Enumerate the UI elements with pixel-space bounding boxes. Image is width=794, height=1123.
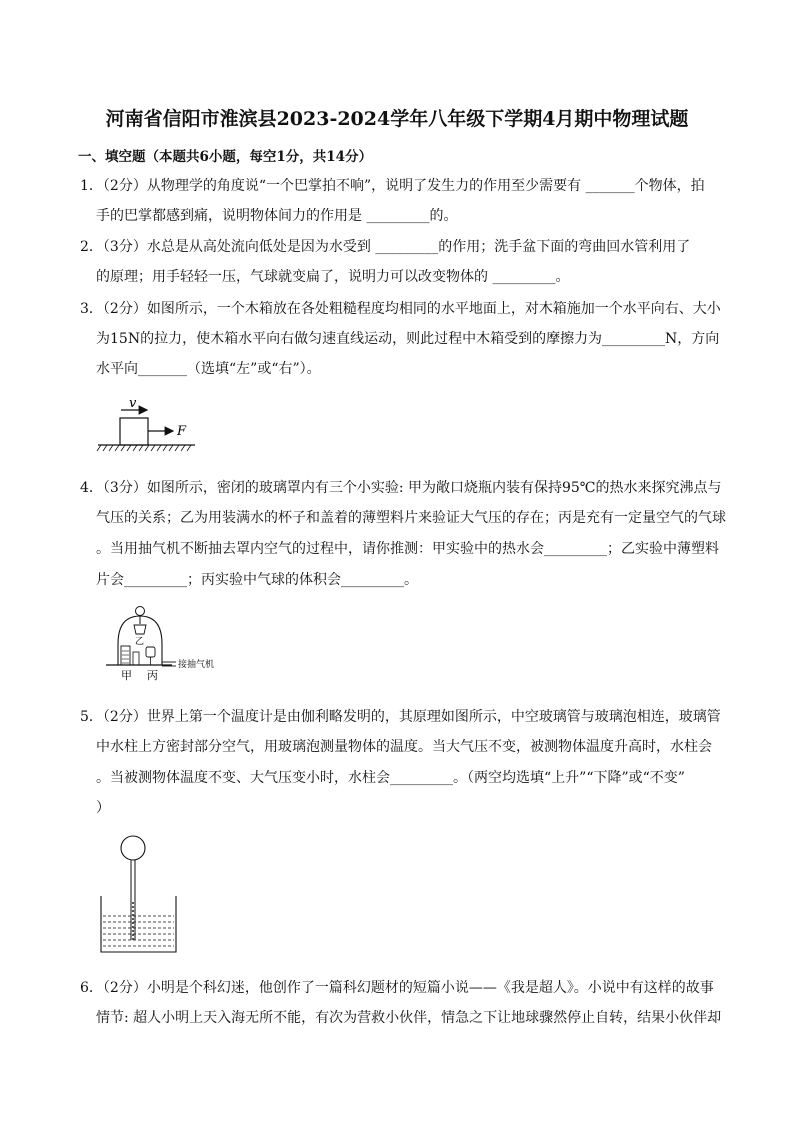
q6-line-1: 6．（2分）小明是个科幻迷，他创作了一篇科幻题材的短篇小说——《我是超人》。小说中有这样的故事 bbox=[80, 980, 714, 996]
q3-force-label: F bbox=[177, 424, 187, 439]
q4-label-jia: 甲 bbox=[121, 669, 132, 682]
q6-line-2: 情节: 超人小明上天入海无所不能，有次为营救小伙伴，情急之下让地球骤然停止自转，结果小伙伴却 bbox=[96, 1010, 722, 1026]
q5-line-2: 中水柱上方密封部分空气，用玻璃泡测量物体的温度。当大气压不变，被测物体温度升高时，水柱会 bbox=[96, 739, 712, 755]
q5-line-3: 。当被测物体温度不变、大气压变小时，水柱会_________。（两空均选填“上升”“下降”或“不变” bbox=[96, 770, 685, 786]
q3-line-2: 为15N的拉力，使木箱水平向右做匀速直线运动，则此过程中木箱受到的摩擦力为_________N，方向 bbox=[96, 331, 720, 347]
q3-box-figure bbox=[95, 393, 205, 457]
q5-glass-bulb bbox=[121, 836, 145, 860]
q3-velocity-label: v bbox=[129, 396, 137, 411]
section-heading-fill-blank: 一、填空题（本题共6小题，每空1分，共14分） bbox=[78, 149, 373, 165]
q5-thermometer-figure bbox=[96, 832, 186, 957]
q4-line-2: 气压的关系；乙为用装满水的杯子和盖着的薄塑料片来验证大气压的存在；丙是充有一定量空气的气球 bbox=[96, 510, 726, 526]
q2-line-1: 2．（3分）水总是从高处流向低处是因为水受到 _________的作用；洗手盆下面的弯曲回水管利用了 bbox=[80, 239, 691, 255]
q4-flask-jia bbox=[121, 646, 130, 665]
q4-cup-yi bbox=[134, 625, 146, 634]
q4-line-3: 。当用抽气机不断抽去罩内空气的过程中，请你推测：甲实验中的热水会_________；乙实验中薄塑料 bbox=[96, 541, 719, 557]
q4-jar-knob bbox=[136, 607, 145, 616]
q3-wooden-box bbox=[120, 418, 148, 445]
q4-bell-jar-figure bbox=[100, 602, 250, 682]
q4-line-1: 4．（3分）如图所示，密闭的玻璃罩内有三个小实验: 甲为敞口烧瓶内装有保持95℃的热水来探究沸点与 bbox=[80, 480, 722, 496]
q4-label-pump: 接抽气机 bbox=[178, 660, 215, 670]
q5-line-1: 5．（2分）世界上第一个温度计是由伽利略发明的，其原理如图所示，中空玻璃管与玻璃泡相连，玻璃管 bbox=[80, 709, 721, 725]
q3-line-3: 水平向_______（选填“左”或“右”）。 bbox=[96, 361, 321, 377]
q3-ground-hatch bbox=[97, 445, 191, 451]
exam-title: 河南省信阳市淮滨县2023-2024学年八年级下学期4月期中物理试题 bbox=[105, 108, 689, 130]
q5-line-4: ） bbox=[96, 800, 110, 816]
q4-balloon-bing bbox=[146, 647, 155, 657]
q1-line-2: 手的巴掌都感到痛，说明物体间力的作用是 _________的。 bbox=[96, 208, 458, 224]
q4-label-bing: 丙 bbox=[147, 669, 158, 682]
q3-line-1: 3．（2分）如图所示，一个木箱放在各处粗糙程度均相同的水平地面上，对木箱施加一个水平向右、大小 bbox=[80, 301, 721, 317]
q5-water-surface bbox=[103, 916, 174, 946]
q4-label-yi: 乙 bbox=[135, 637, 145, 647]
q4-line-4: 片会_________；丙实验中气球的体积会_________。 bbox=[96, 572, 418, 588]
q2-line-2: 的原理；用手轻轻一压，气球就变扁了，说明力可以改变物体的 _________。 bbox=[96, 269, 570, 285]
q1-line-1: 1．（2分）从物理学的角度说“一个巴掌拍不响”，说明了发生力的作用至少需要有 _______个物体，拍 bbox=[80, 178, 705, 194]
q5-water-container bbox=[101, 896, 176, 952]
